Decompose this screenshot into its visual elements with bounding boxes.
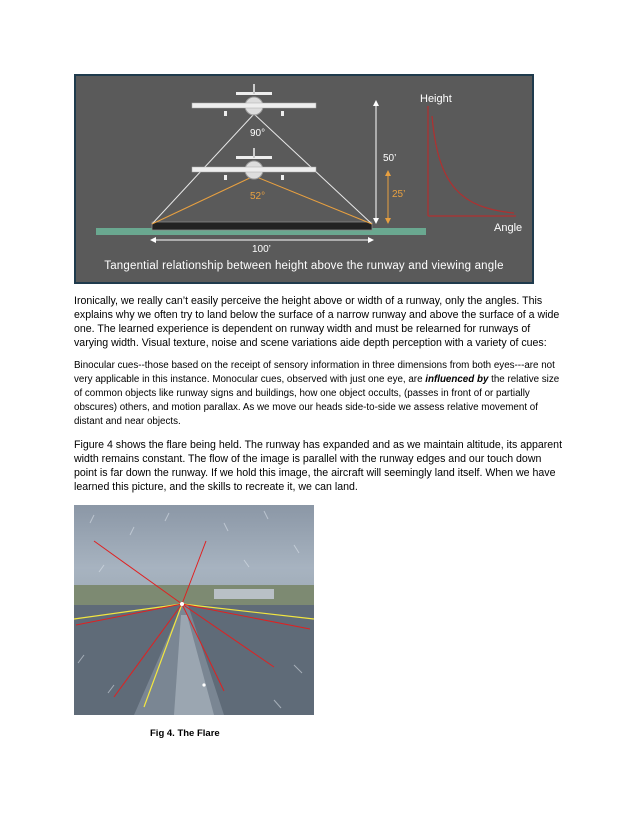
dim-100-label: 100’ xyxy=(252,244,271,255)
angle-52-label: 52° xyxy=(250,191,266,202)
flare-graphic xyxy=(74,505,314,715)
paragraph-figure4: Figure 4 shows the flare being held. The runway has expanded and as we maintain altitude, its apparent width remains constant. The flow of the image is parallel with the runway edges and our touch down point is far down the runway. If we hold this image, the aircraft will seemingly land itself. When we have learned this picture, and the skills to recreate it, we can land. xyxy=(74,439,563,493)
figure-height-angle-diagram xyxy=(74,74,534,284)
cues-text-end: the relative size of common objects like runway signs and buildings, how one object occults, (passes in front of or partially obscures) others, and motion parallax. As we move our heads side-to-side we assess relative movement of distant and near objects. xyxy=(74,374,560,427)
sight-line-low-left xyxy=(152,176,254,224)
angle-90-label: 90° xyxy=(250,128,266,139)
diagram-graphic xyxy=(76,76,532,282)
touchdown-point xyxy=(180,602,184,606)
sight-line-low-right xyxy=(254,176,372,224)
distant-buildings xyxy=(214,589,274,599)
aircraft-low xyxy=(192,148,316,180)
cues-text-start: Binocular cues--those based on the receipt of sensory information in three dimensions from both eyes---are not very applicable in this instance. Monocular cues, observed with just one eye, are xyxy=(74,360,555,385)
figure4-caption: Fig 4. The Flare xyxy=(150,728,220,739)
figure1-caption: Tangential relationship between height above the runway and viewing angle xyxy=(104,260,504,272)
aircraft-high xyxy=(192,84,316,116)
paragraph-cues xyxy=(74,359,564,429)
figure-flare-photo xyxy=(74,505,314,715)
horizon-landscape xyxy=(74,585,314,607)
paragraph-angles: Ironically, we really can’t easily perceive the height above or width of a runway, only the angles. This explains why we often try to land below the surface of a narrow runway and above the surface of a wide one. The learned experience is dependent on runway width and must be relearned for runways of varying width. Visual texture, noise and scene variations aide depth perception with a variety of cues: xyxy=(74,295,560,349)
runway-light xyxy=(202,683,205,686)
dim-25-label: 25’ xyxy=(392,189,406,200)
dim-50-label: 50’ xyxy=(383,153,397,164)
height-label: Height xyxy=(420,93,452,105)
runway xyxy=(152,222,372,230)
cues-emphasis: influenced by xyxy=(425,374,489,385)
angle-label: Angle xyxy=(494,222,523,234)
graph-curve xyxy=(432,116,514,213)
